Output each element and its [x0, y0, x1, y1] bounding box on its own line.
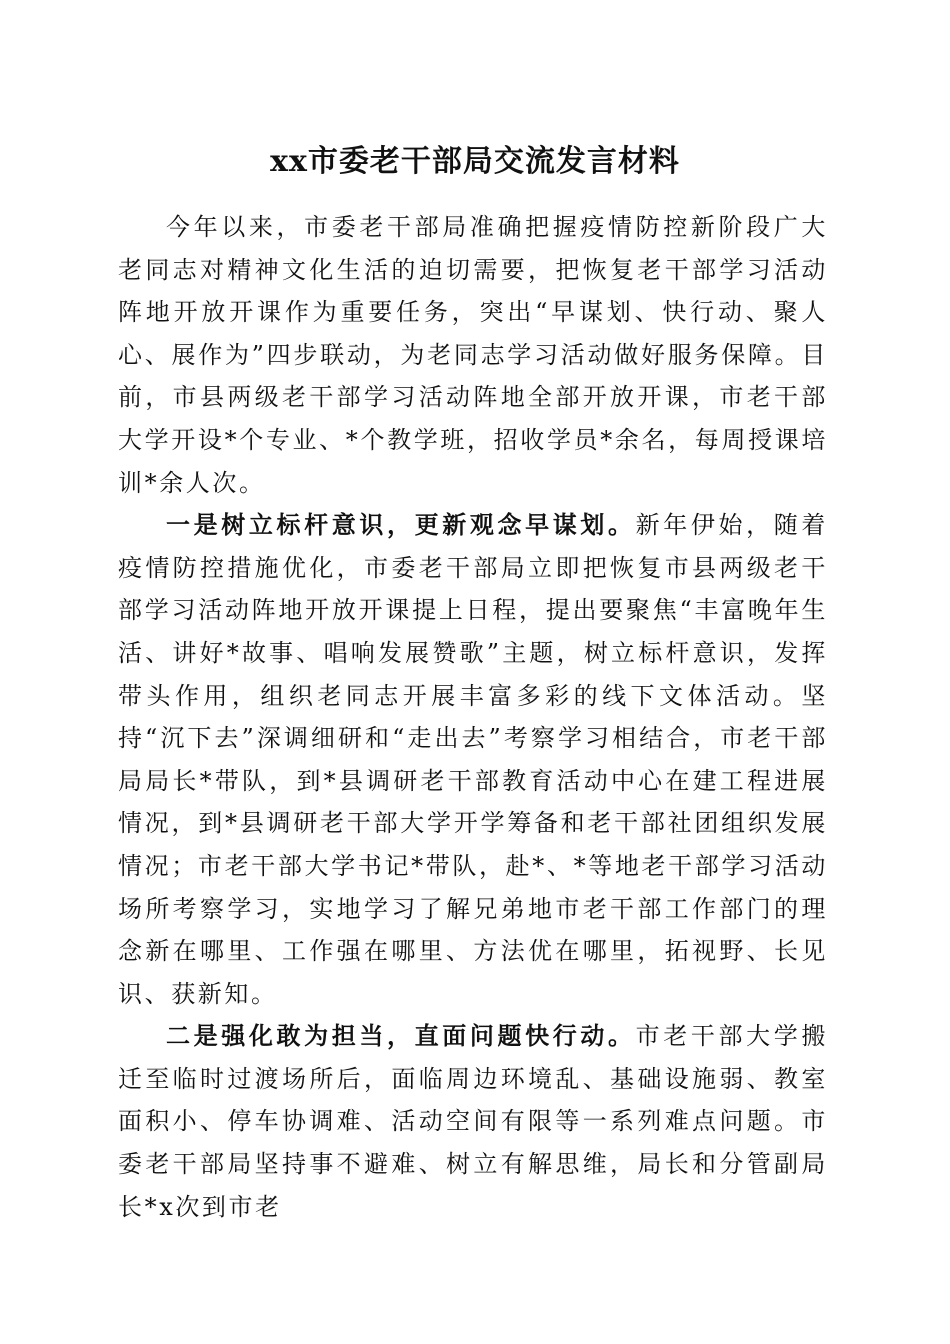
- paragraph-lead-heading: 二是强化敢为担当，直面问题快行动。: [166, 1021, 636, 1051]
- paragraph-point-two: [118, 1015, 828, 1228]
- paragraph-lead-heading: 一是树立标杆意识，更新观念早谋划。: [166, 510, 636, 540]
- document-title: xx市委老干部局交流发言材料: [270, 144, 680, 179]
- paragraph-point-one: [118, 504, 828, 1015]
- paragraph-text: 新年伊始，随着疫情防控措施优化，市委老干部局立即把恢复市县两级老干部学习活动阵地开放开课提上日程，提出要聚焦“丰富晚年生活、讲好*故事、唱响发展赞歌”主题，树立标杆意识，发挥带头作用，组织老同志开展丰富多彩的线下文体活动。坚持“沉下去”深调细研和“走出去”考察学习相结合，市老干部局局长*带队，到*县调研老干部教育活动中心在建工程进展情况，到*县调研老干部大学开学筹备和老干部社团组织发展情况；市老干部大学书记*带队，赴*、*等地老干部学习活动场所考察学习，实地学习了解兄弟地市老干部工作部门的理念新在哪里、工作强在哪里、方法优在哪里，拓视野、长见识、获新知。: [118, 511, 828, 1008]
- paragraph-text: 今年以来，市委老干部局准确把握疫情防控新阶段广大老同志对精神文化生活的迫切需要，把恢复老干部学习活动阵地开放开课作为重要任务，突出“早谋划、快行动、聚人心、展作为”四步联动，为老同志学习活动做好服务保障。目前，市县两级老干部学习活动阵地全部开放开课，市老干部大学开设*个专业、*个教学班，招收学员*余名，每周授课培训*余人次。: [118, 213, 828, 497]
- paragraph-intro: [118, 206, 828, 504]
- paragraph-text: 市老干部大学搬迁至临时过渡场所后，面临周边环境乱、基础设施弱、教室面积小、停车协调难、活动空间有限等一系列难点问题。市委老干部局坚持事不避难、树立有解思维，局长和分管副局长*x次到市老: [118, 1022, 828, 1221]
- document-body: [118, 206, 828, 1228]
